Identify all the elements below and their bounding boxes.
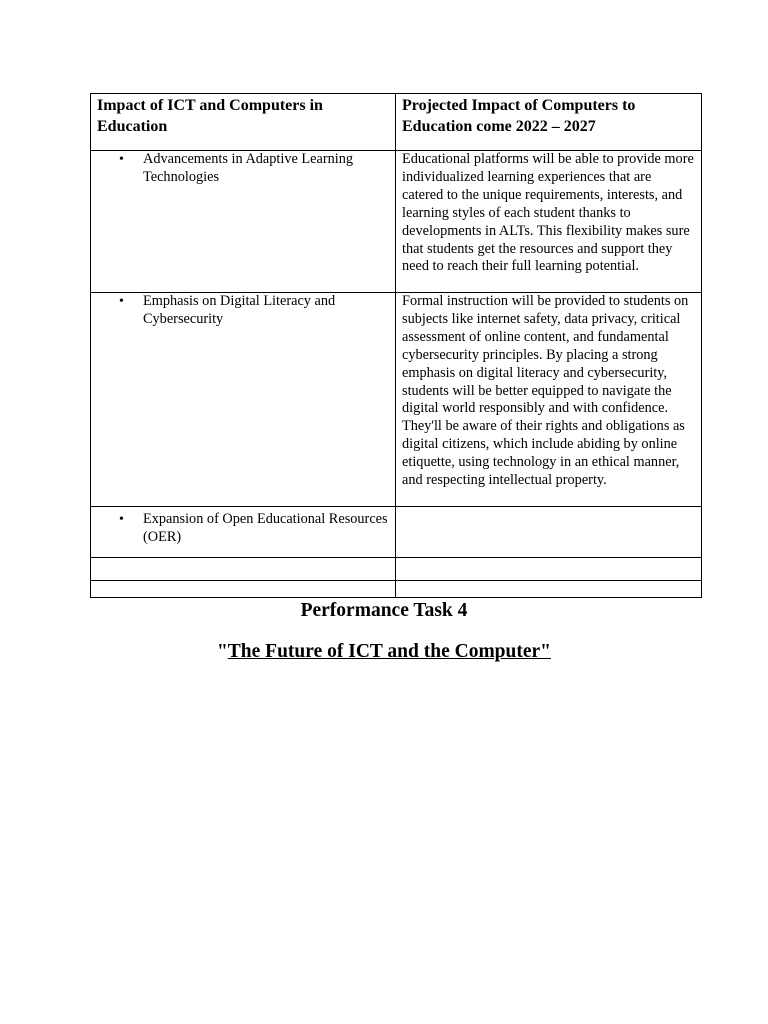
bullet-list-item bbox=[97, 293, 389, 329]
table-row bbox=[91, 293, 702, 507]
empty-cell bbox=[396, 581, 702, 598]
impact-cell bbox=[91, 293, 396, 507]
page-subtitle bbox=[0, 640, 768, 664]
projection-cell: Educational platforms will be able to provide more individualized learning experiences that are catered to the unique requirements, interests, and learning styles of each student thanks to developments in ALTs. This flexibility makes sure that students get the resources and support they need to reach their full learning potential. bbox=[396, 151, 702, 293]
bullet-list-item bbox=[97, 511, 389, 547]
bullet-list-item bbox=[97, 151, 389, 187]
empty-cell bbox=[91, 558, 396, 581]
impact-table bbox=[90, 93, 702, 598]
bullet-icon: • bbox=[119, 512, 124, 527]
subtitle-text: The Future of ICT and the Computer" bbox=[227, 641, 552, 662]
header-projection: Projected Impact of Computers to Education come 2022 – 2027 bbox=[396, 94, 702, 151]
impact-text: Emphasis on Digital Literacy and Cybersecurity bbox=[143, 293, 336, 327]
empty-cell bbox=[91, 581, 396, 598]
impact-cell bbox=[91, 151, 396, 293]
empty-table-row bbox=[91, 581, 702, 598]
open-quote: " bbox=[216, 641, 228, 662]
bullet-icon: • bbox=[119, 294, 124, 309]
bullet-icon: • bbox=[119, 152, 124, 167]
impact-text: Advancements in Adaptive Learning Technologies bbox=[143, 151, 354, 185]
impact-cell bbox=[91, 507, 396, 558]
impact-text: Expansion of Open Educational Resources (OER) bbox=[143, 511, 388, 545]
header-impact: Impact of ICT and Computers in Education bbox=[91, 94, 396, 151]
table-row bbox=[91, 151, 702, 293]
empty-cell bbox=[396, 558, 702, 581]
page-title: Performance Task 4 bbox=[300, 600, 468, 621]
projection-cell bbox=[396, 507, 702, 558]
table-header-row bbox=[91, 94, 702, 151]
table-row bbox=[91, 507, 702, 558]
empty-table-row bbox=[91, 558, 702, 581]
projection-cell: Formal instruction will be provided to students on subjects like internet safety, data privacy, critical assessment of online content, and fundamental cybersecurity principles. By placing a strong emphasis on digital literacy and cybersecurity, students will be better equipped to navigate the digital world responsibly and with confidence. They'll be aware of their rights and obligations as digital citizens, which include abiding by online etiquette, using technology in an ethical manner, and respecting intellectual property. bbox=[396, 293, 702, 507]
